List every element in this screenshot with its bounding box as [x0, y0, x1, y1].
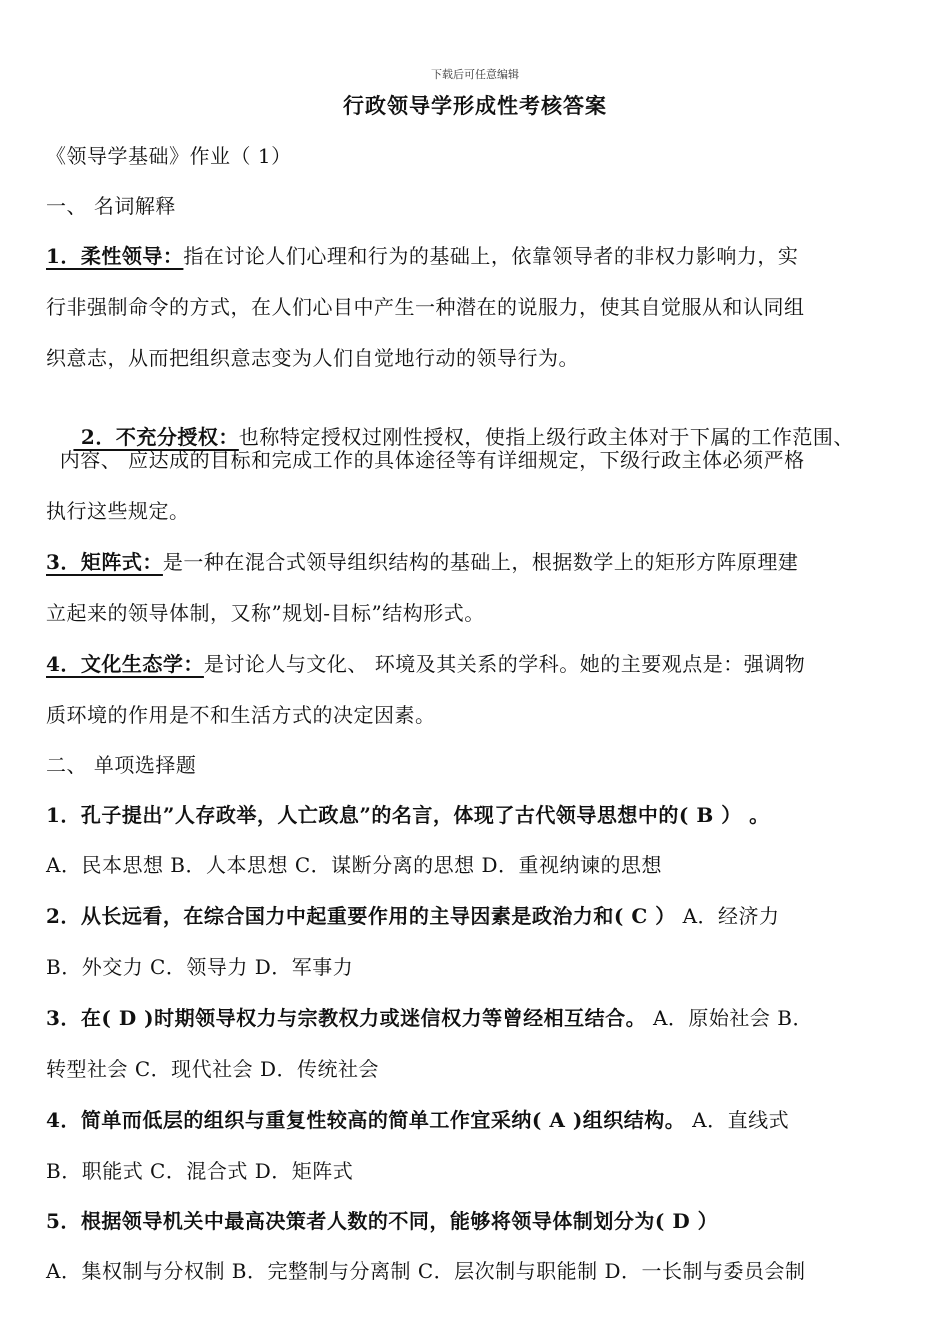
definition-term: 1．柔性领导： — [46, 244, 184, 268]
definition-1-line-2: 行非强制命令的方式，在人们心目中产生一种潜在的说服力，使其自觉服从和认同组 — [46, 295, 805, 319]
watermark-text: 下载后可任意编辑 — [431, 68, 519, 81]
definition-4-line-2: 质环境的作用是不和生活方式的决定因素。 — [46, 703, 436, 727]
definition-2-line-2: 内容、 应达成的目标和完成工作的具体途径等有详细规定，下级行政主体必须严格 — [46, 448, 805, 472]
question-4-stem — [46, 1106, 916, 1134]
question-options-inline: A．直线式 — [685, 1108, 790, 1132]
question-text: 4．简单而低层的组织与重复性较高的简单工作宜采纳( A )组织结构。 — [46, 1108, 686, 1132]
definition-3-line-2: 立起来的领导体制，又称”规划-目标”结构形式。 — [46, 601, 485, 625]
definition-2-line-3: 执行这些规定。 — [46, 499, 190, 523]
definition-term: 4．文化生态学： — [46, 652, 204, 676]
assignment-heading: 《领导学基础》作业（ 1） — [46, 144, 292, 168]
page-title: 行政领导学形成性考核答案 — [343, 93, 607, 118]
definition-3-line-1 — [46, 548, 916, 576]
question-5-options: A．集权制与分权制 B．完整制与分离制 C．层次制与职能制 D．一长制与委员会制 — [46, 1259, 806, 1283]
question-text: 5．根据领导机关中最高决策者人数的不同，能够将领导体制划分为( D ） — [46, 1209, 719, 1233]
question-text: 3．在( D )时期领导权力与宗教权力或迷信权力等曾经相互结合。 — [46, 1006, 647, 1030]
definition-text: 指在讨论人们心理和行为的基础上，依靠领导者的非权力影响力，实 — [183, 244, 799, 268]
definition-term: 2．不充分授权： — [73, 425, 239, 449]
definition-term: 3．矩阵式： — [46, 550, 163, 574]
section-heading-choice: 二、 单项选择题 — [46, 753, 197, 777]
definition-text: 也称特定授权过刚性授权，使指上级行政主体对于下属的工作范围、 — [238, 425, 854, 449]
question-text: 1．孔子提出”人存政举，人亡政息”的名言，体现了古代领导思想中的( B ） 。 — [46, 803, 770, 827]
definition-1-line-3: 织意志，从而把组织意志变为人们自觉地行动的领导行为。 — [46, 346, 579, 370]
definition-text: 是讨论人与文化、 环境及其关系的学科。她的主要观点是：强调物 — [203, 652, 806, 676]
question-4-options: B．职能式 C．混合式 D．矩阵式 — [46, 1159, 354, 1183]
section-heading-definitions: 一、 名词解释 — [46, 194, 176, 218]
question-1-options: A．民本思想 B．人本思想 C．谋断分离的思想 D．重视纳谏的思想 — [46, 853, 663, 877]
question-2-stem — [46, 902, 916, 930]
question-5-stem — [46, 1207, 916, 1235]
question-options-inline: A．经济力 — [675, 904, 780, 928]
question-3-options: 转型社会 C．现代社会 D．传统社会 — [46, 1057, 380, 1081]
question-3-stem — [46, 1004, 916, 1032]
question-options-inline: A．原始社会 B． — [646, 1006, 813, 1030]
definition-1-line-1 — [46, 242, 916, 270]
question-2-options: B．外交力 C．领导力 D．军事力 — [46, 955, 354, 979]
question-text: 2．从长远看，在综合国力中起重要作用的主导因素是政治力和( C ） — [46, 904, 676, 928]
question-1-stem — [46, 801, 916, 829]
definition-text: 是一种在混合式领导组织结构的基础上，根据数学上的矩形方阵原理建 — [162, 550, 799, 574]
definition-4-line-1 — [46, 650, 916, 678]
